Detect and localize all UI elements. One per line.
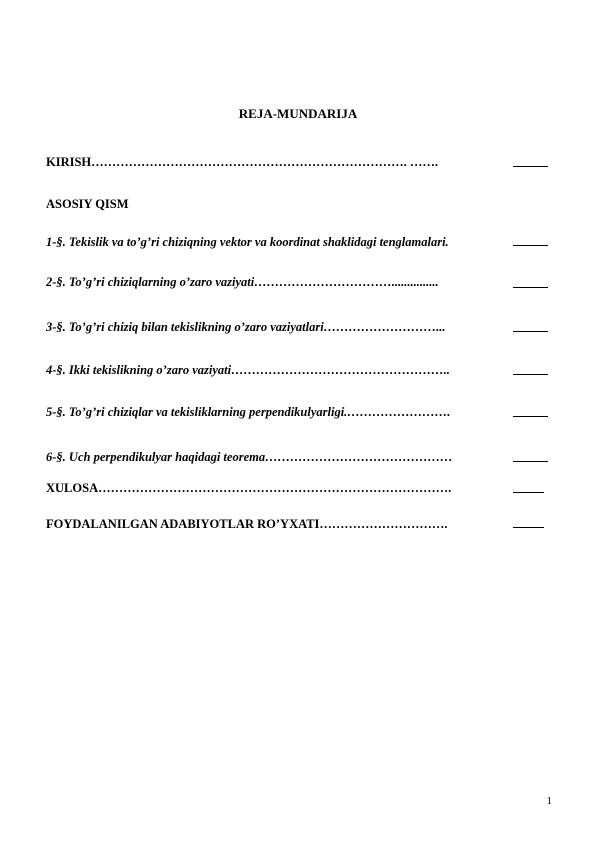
page-number-blank: [513, 166, 548, 167]
toc-entry-2: 2-§. To’g’ri chiziqlarning o’zaro vaziyati……………………………...............: [46, 275, 439, 289]
page-number-blank: [513, 245, 548, 246]
toc-entry-adabiyotlar: FOYDALANILGAN ADABIYOTLAR RO’YXATI………………………….: [46, 517, 448, 531]
toc-entry-kirish: KIRISH…………………………………………………………………. …….: [46, 155, 439, 169]
page-number-blank: [513, 527, 544, 528]
page-number-blank: [513, 374, 548, 375]
toc-entry-6: 6-§. Uch perpendikulyar haqidagi teorema………………………………………: [46, 450, 453, 464]
page-number-blank: [513, 331, 548, 332]
toc-entry-3: 3-§. To’g’ri chiziq bilan tekislikning o’zaro vaziyatlari………………………...: [46, 320, 446, 334]
page-number: 1: [546, 795, 552, 807]
page-number-blank: [513, 416, 548, 417]
toc-entry-5: 5-§. To’g’ri chiziqlar va tekisliklarning perpendikulyarligi.…………………….: [46, 405, 451, 419]
page-number-blank: [513, 461, 548, 462]
page-title: REJA-MUNDARIJA: [238, 106, 358, 121]
page-number-blank: [513, 287, 548, 288]
toc-entry-1: 1-§. Tekislik va to’g’ri chiziqning vektor va koordinat shaklidagi tenglamalari.: [46, 235, 449, 249]
toc-entry-4: 4-§. Ikki tekislikning o’zaro vaziyati……………………………………………..: [46, 363, 450, 377]
page-number-blank: [513, 492, 544, 493]
toc-section-heading: ASOSIY QISM: [46, 197, 129, 211]
toc-entry-xulosa: XULOSA………………………………………………………………………….: [46, 481, 452, 495]
